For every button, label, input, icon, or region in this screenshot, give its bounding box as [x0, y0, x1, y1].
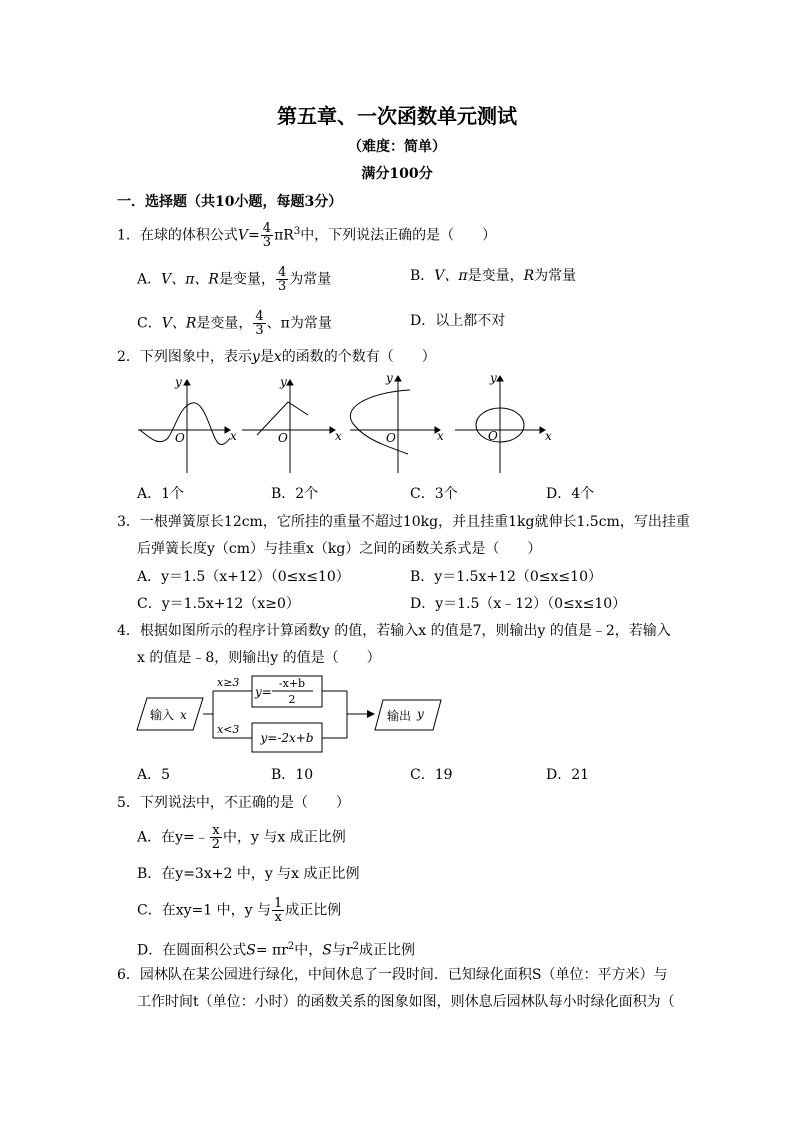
- q3-option-d[interactable]: D．y＝1.5（x﹣12）（0≤x≤10）: [410, 596, 627, 612]
- section-heading: 一．选择题（共10小题，每题3分）: [117, 194, 343, 210]
- graph-4: [455, 376, 545, 473]
- graph-3-origin-label: O: [386, 431, 396, 445]
- graph-3: [350, 376, 440, 473]
- graph-2-x-label: x: [335, 429, 342, 443]
- question-1-stem: 1．在球的体积公式V= $\frac{4}{3}$ $\pi R^3$中，下列说法正确的是（ ）: [117, 221, 497, 251]
- page-title: 第五章、一次函数单元测试: [277, 104, 517, 128]
- q5-option-d[interactable]: D．在圆面积公式$S= \pi r^2$中，S与$r^2$成正比例: [137, 941, 415, 959]
- graph-3-y-label: y: [386, 371, 393, 385]
- q4-option-b[interactable]: B．10: [271, 767, 314, 783]
- question-6-line-2: 工作时间t（单位：小时）的函数关系的图象如图，则休息后园林队每小时绿化面积为（: [137, 994, 675, 1010]
- q1-option-d[interactable]: D．以上都不对: [410, 313, 506, 329]
- q1-option-b[interactable]: B．V、π是变量，R为常量: [410, 268, 577, 284]
- q4-option-a[interactable]: A．5: [137, 767, 171, 783]
- q5-option-a[interactable]: A．在y=﹣ $\frac{x}{2}$ 中，y 与x 成正比例: [137, 823, 346, 852]
- question-6-line-1: 6．园林队在某公园进行绿化，中间休息了一段时间．已知绿化面积S（单位：平方米）与: [117, 967, 668, 983]
- question-3-line-1: 3．一根弹簧原长12cm，它所挂的重量不超过10kg，并且挂重1kg就伸长1.5cm，写出挂重: [117, 514, 690, 530]
- question-5-stem: 5．下列说法中，不正确的是（ ）: [117, 795, 350, 811]
- fraction: $\frac{4}{3}$: [262, 221, 272, 251]
- q4-flowchart: [135, 670, 445, 758]
- graph-2-origin-label: O: [278, 431, 288, 445]
- flow-arrow: [367, 710, 375, 718]
- q4-option-c[interactable]: C．19: [410, 767, 453, 783]
- graph-3-x-label: x: [437, 429, 444, 443]
- condition-bottom: x<3: [217, 723, 240, 736]
- q2-option-d[interactable]: D．4个: [546, 486, 595, 502]
- q2-option-b[interactable]: B．2个: [271, 486, 319, 502]
- condition-top: x≥3: [217, 676, 240, 689]
- graph-1: [138, 380, 230, 473]
- graph-1-origin-label: O: [175, 431, 185, 445]
- graph-4-origin-label: O: [488, 429, 498, 443]
- formula-bottom: y=-2x+b: [260, 731, 314, 745]
- q2-graphs: [130, 368, 570, 480]
- q5-option-c[interactable]: C．在xy=1 中，y 与 $\frac{1}{x}$ 成正比例: [137, 896, 342, 925]
- q3-option-b[interactable]: B．y＝1.5x+12（0≤x≤10）: [410, 569, 602, 585]
- q1-option-a[interactable]: A．V、π、R是变量， $\frac{4}{3}$ 为常量: [137, 265, 332, 294]
- input-label: 输入: [150, 708, 175, 722]
- formula-top-numerator: -x+b: [278, 677, 306, 690]
- question-2-stem: 2．下列图象中，表示y是x的函数的个数有（ ）: [117, 349, 436, 365]
- difficulty-label: （难度：简单）: [348, 139, 446, 155]
- q1-option-c[interactable]: C．V、R是变量， $\frac{4}{3}$ 、π为常量: [137, 309, 332, 338]
- q2-option-c[interactable]: C．3个: [410, 486, 458, 502]
- q2-option-a[interactable]: A．1个: [137, 486, 185, 502]
- graph-4-y-label: y: [490, 371, 497, 385]
- graph-2-y-label: y: [280, 375, 287, 389]
- output-var: y: [417, 707, 424, 721]
- formula-top-lhs: y=: [255, 685, 272, 699]
- input-var: x: [180, 708, 187, 722]
- q5-option-b[interactable]: B．在y=3x+2 中，y 与x 成正比例: [137, 866, 360, 882]
- formula-top-denominator: 2: [288, 693, 296, 706]
- full-score-label: 满分100分: [361, 166, 433, 182]
- question-3-line-2: 后弹簧长度y（cm）与挂重x（kg）之间的函数关系式是（ ）: [137, 541, 542, 557]
- question-4-line-2: x 的值是﹣8，则输出y 的值是（ ）: [137, 650, 381, 666]
- q4-option-d[interactable]: D．21: [546, 767, 590, 783]
- output-label: 输出: [387, 709, 412, 723]
- graph-2: [242, 380, 335, 473]
- question-4-line-1: 4．根据如图所示的程序计算函数y 的值，若输入x 的值是7，则输出y 的值是﹣2，若输入: [117, 623, 671, 639]
- q3-option-a[interactable]: A．y＝1.5（x+12）（0≤x≤10）: [137, 569, 350, 585]
- q3-option-c[interactable]: C．y＝1.5x+12（x≥0）: [137, 596, 300, 612]
- graph-1-y-label: y: [175, 375, 182, 389]
- graph-1-x-label: x: [230, 429, 237, 443]
- graph-4-x-label: x: [545, 429, 552, 443]
